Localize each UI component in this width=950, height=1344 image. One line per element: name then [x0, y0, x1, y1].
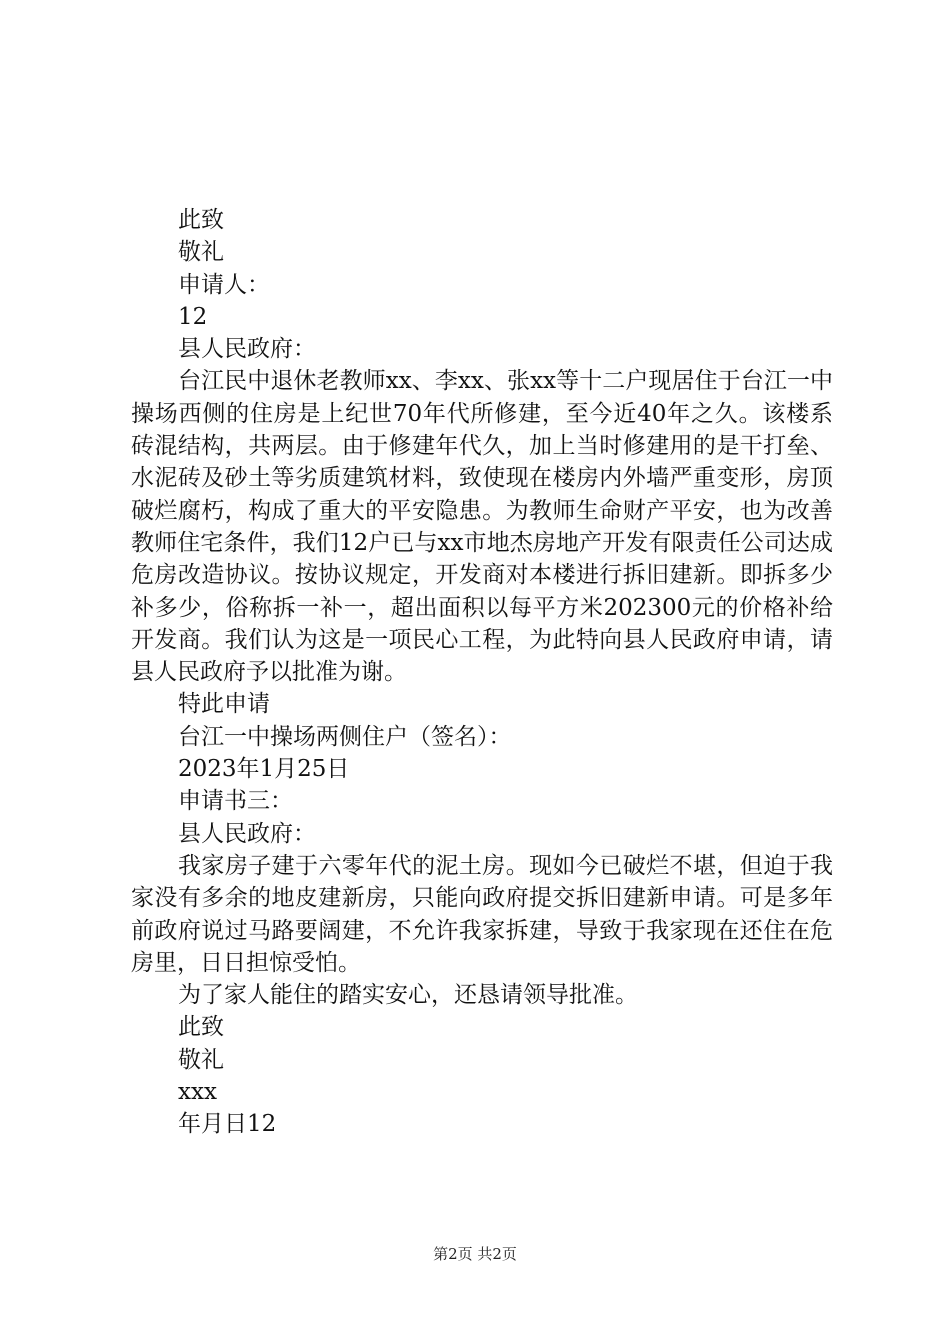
- addressee-line: 县人民政府：: [178, 820, 316, 847]
- applicant-name: xxx: [178, 1079, 217, 1106]
- body-paragraph: 台江民中退休老教师xx、李xx、张xx等十二户现居住于台江一中操场西侧的住房是上纪世70年代所修建，至今近40年之久。该楼系砖混结构，共两层。由于修建年代久，加上当时修建用的是干打垒、水泥砖及砂土等劣质建筑材料，致使现在楼房内外墙严重变形，房顶破烂腐朽，构成了重大的平安隐患。为教师生命财产平安，也为改善教师住宅条件，我们12户已与xx市地杰房地产开发有限责任公司达成危房改造协议。按协议规定，开发商对本楼进行拆旧建新。即拆多少补多少，俗称拆一补一，超出面积以每平方米202300元的价格补给开发商。我们认为这是一项民心工程，为此特向县人民政府申请，请县人民政府予以批准为谢。: [131, 368, 833, 686]
- addressee-line: 县人民政府：: [178, 336, 316, 363]
- closing-line: 此致: [178, 1014, 224, 1041]
- applicant-label: 申请人：: [178, 271, 270, 298]
- number-line: 12: [178, 303, 208, 330]
- document-body: [131, 204, 833, 1141]
- page-footer: 第2页 共2页: [433, 1245, 517, 1263]
- body-paragraph: 为了家人能住的踏实安心，还恳请领导批准。: [178, 982, 638, 1009]
- signature-label: 台江一中操场两侧住户（签名）：: [178, 723, 512, 750]
- salutation-line: 敬礼: [178, 1046, 224, 1073]
- request-line: 特此申请: [178, 691, 270, 718]
- body-paragraph: 我家房子建于六零年代的泥土房。现如今已破烂不堪，但迫于我家没有多余的地皮建新房，只能向政府提交拆旧建新申请。可是多年前政府说过马路要阔建，不允许我家拆建，导致于我家现在还住在危房里，日日担惊受怕。: [131, 852, 833, 976]
- date-line: 年月日12: [178, 1111, 277, 1138]
- date-line: 2023年1月25日: [178, 756, 350, 783]
- closing-line: 此致: [178, 207, 224, 233]
- section-heading: 申请书三：: [178, 788, 293, 815]
- salutation-line: 敬礼: [178, 239, 224, 266]
